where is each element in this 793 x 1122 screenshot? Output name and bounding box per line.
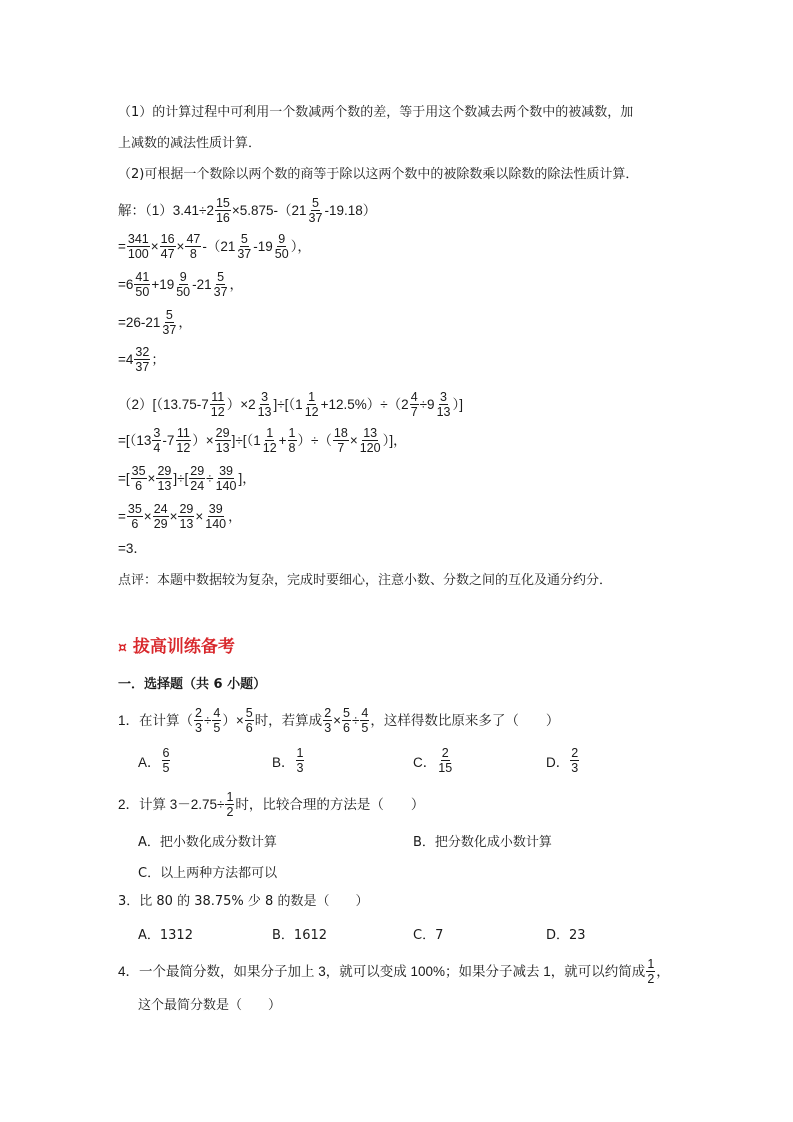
denominator: 5 [213,721,221,735]
denominator: 12 [304,405,319,419]
fraction [257,390,273,419]
solution-step-2 [118,270,243,299]
numerator: 29 [179,502,194,516]
fraction [288,426,297,455]
text: × [176,238,185,254]
text: × [143,508,152,524]
option-label: D． [546,754,570,770]
denominator: 7 [337,441,345,455]
text: ）×2 [226,396,256,412]
numerator: 2 [571,746,579,760]
text: ×5.875-（21 [231,202,307,218]
solution-result: =3． [118,541,147,556]
fraction [296,746,305,775]
question-2-option-b[interactable]: B．把分数化成小数计算 [413,835,552,850]
denominator: 47 [160,247,175,261]
fraction [215,426,231,455]
denominator: 3 [324,721,332,735]
denominator: 140 [215,479,237,493]
denominator: 50 [135,285,150,299]
fraction [274,232,290,261]
text: -19.18） [324,202,377,218]
text: ）， [290,238,311,254]
text: -19 [253,238,273,254]
comment-text: 点评：本题中数据较为复杂，完成时要细心，注意小数、分数之间的互化及通分约分． [118,573,613,588]
numerator: 11 [176,426,190,440]
text: 解：（1）3.41÷2 [118,202,214,218]
section-marker-icon: ¤ [118,640,127,656]
denominator: 6 [135,479,143,493]
numerator: 341 [127,232,149,246]
denominator: 3 [571,761,579,775]
numerator: 5 [217,270,225,284]
question-3-option-c[interactable]: C．7 [413,928,444,943]
text: = [118,508,126,524]
text: × [147,470,156,486]
fraction [245,706,254,735]
denominator: 2 [647,972,655,986]
numerator: 16 [160,232,175,246]
question-2-option-c[interactable]: C．以上两种方法都可以 [138,866,278,881]
numerator: 11 [211,390,225,404]
question-4-stem-line-2: 这个最简分数是（ ） [138,998,282,1013]
numerator: 3 [440,390,447,404]
numerator: 2 [324,706,332,720]
numerator: 9 [179,270,187,284]
denominator: 12 [176,441,191,455]
solution-part2-step-2 [118,464,256,493]
fraction [304,390,320,419]
denominator: 6 [131,517,139,531]
denominator: 50 [176,285,191,299]
denominator: 37 [135,360,150,374]
question-2-stem [118,790,424,819]
question-3-option-a[interactable]: A．1312 [138,928,193,943]
fraction [156,464,172,493]
fraction [333,426,349,455]
denominator: 7 [410,405,418,419]
numerator: 2 [195,706,202,720]
denominator: 13 [436,405,451,419]
solution-part2-step-1 [118,426,407,455]
denominator: 12 [210,405,225,419]
denominator: 37 [162,323,177,337]
text: =[ [118,470,130,486]
text: =26-21 [118,314,161,330]
solution-part1-expression [118,196,376,225]
denominator: 37 [237,247,252,261]
text: ， [229,276,244,292]
denominator: 100 [127,247,149,261]
fraction [646,957,655,986]
text: ）÷（ [297,432,332,448]
text: 时，比较合理的方法是（ ） [235,796,425,812]
text: ， [228,508,242,524]
denominator: 6 [343,721,350,735]
text: 时，若算成 [254,712,323,728]
denominator: 6 [245,721,253,735]
section-title: 拔高训练备考 [132,637,235,657]
numerator: 1 [647,957,655,971]
numerator: 4 [213,706,221,720]
text: × [150,238,159,254]
option-label: C． [413,754,437,770]
text: + [278,432,287,448]
denominator: 4 [153,441,161,455]
denominator: 12 [262,441,277,455]
choice-heading: 一．选择题（共 6 小题） [118,677,267,692]
fraction [213,270,229,299]
numerator: 1 [288,426,296,440]
fraction [175,270,191,299]
text: ）] [452,396,463,412]
fraction [175,426,191,455]
denominator: 16 [215,211,230,225]
denominator: 13 [179,517,194,531]
text: -7 [162,432,175,448]
fraction [134,345,150,374]
fraction [189,464,205,493]
text: × [169,508,178,524]
text: × [195,508,204,524]
text: ]， [238,470,256,486]
numerator: 3 [261,390,269,404]
question-3-option-b[interactable]: B．1612 [272,928,328,943]
fraction [162,746,171,775]
fraction [570,746,579,775]
question-1-option-b[interactable] [272,746,305,775]
numerator: 29 [215,426,230,440]
numerator: 39 [208,502,223,516]
question-1-option-c[interactable] [413,746,454,775]
section-heading [118,636,235,660]
numerator: 39 [219,464,233,478]
denominator: 5 [162,761,170,775]
text: 1．在计算（ [118,712,194,728]
denominator: 5 [361,721,369,735]
denominator: 140 [205,517,227,531]
text: ]÷[（1 [231,432,261,448]
explanation-line-1: （1）的计算过程中可利用一个数减两个数的差，等于用这个数减去两个数中的被减数，加 [118,105,634,120]
text: =6 [118,276,134,292]
denominator: 50 [274,247,289,261]
fraction [131,464,147,493]
text: ，这样得数比原来多了（ ） [370,712,560,728]
fraction [236,232,252,261]
fraction [161,308,177,337]
fraction [225,790,234,819]
denominator: 24 [190,479,205,493]
numerator: 5 [240,232,248,246]
fraction [410,390,419,419]
fraction [212,706,221,735]
fraction [127,502,143,531]
option-label: A． [138,754,161,770]
fraction [210,390,226,419]
text: ÷ [203,712,212,728]
question-4-stem [118,957,670,986]
explanation-line-2: 上减数的减法性质计算． [118,136,262,151]
solution-part2-expression [118,390,463,419]
numerator: 5 [165,308,173,322]
text: ]÷[（1 [273,396,303,412]
fraction [194,706,203,735]
fraction [204,502,227,531]
text: × [333,712,342,728]
text: +19 [151,276,175,292]
numerator: 9 [278,232,286,246]
solution-step-1 [118,232,311,261]
numerator: 47 [186,232,201,246]
numerator: 1 [266,426,274,440]
fraction [160,232,176,261]
fraction [185,232,201,261]
question-1-stem [118,706,559,735]
solution-part2-step-3 [118,502,242,531]
numerator: 29 [157,464,172,478]
text: ÷ [206,470,214,486]
fraction [153,502,169,531]
question-3-option-d[interactable]: D．23 [546,928,586,943]
text: ， [656,963,670,979]
fraction [360,706,369,735]
fraction [215,196,231,225]
question-2-option-a[interactable]: A．把小数化成分数计算 [138,835,277,850]
text: ）× [222,712,244,728]
numerator: 1 [296,746,304,760]
numerator: 6 [162,746,170,760]
text: ， [178,314,192,330]
denominator: 37 [213,285,228,299]
numerator: 1 [226,790,234,804]
option-label: B． [272,754,295,770]
text: × [349,432,358,448]
text: = [118,238,126,254]
denominator: 8 [189,247,197,261]
numerator: 13 [363,426,378,440]
text: ）]， [382,432,407,448]
numerator: 5 [312,196,319,210]
text: =[（13 [118,432,152,448]
question-3-stem: 3．比 80 的 38.75% 少 8 的数是（ ） [118,894,369,909]
explanation-line-3: （2)可根据一个数除以两个数的商等于除以这两个数中的被除数乘以除数的除法性质计算． [118,167,639,182]
fraction [178,502,194,531]
fraction [359,426,382,455]
fraction [262,426,278,455]
text: -21 [192,276,212,292]
numerator: 24 [153,502,168,516]
question-1-option-a[interactable] [138,746,171,775]
numerator: 4 [361,706,369,720]
numerator: 41 [135,270,150,284]
fraction [134,270,150,299]
numerator: 2 [441,746,449,760]
numerator: 3 [153,426,161,440]
denominator: 2 [226,805,234,819]
numerator: 4 [410,390,418,404]
denominator: 3 [195,721,202,735]
solution-step-4 [118,345,165,374]
numerator: 5 [245,706,253,720]
denominator: 15 [438,761,453,775]
text: 4．一个最简分数，如果分子加上 3，就可以变成 100%；如果分子减去 1，就可以约简成 [118,963,646,979]
numerator: 5 [343,706,350,720]
text: ； [151,351,165,367]
text: （2）[（13.75-7 [118,396,209,412]
numerator: 32 [135,345,150,359]
denominator: 13 [157,479,172,493]
fraction [342,706,351,735]
fraction [127,232,150,261]
numerator: 1 [308,390,316,404]
denominator: 13 [257,405,272,419]
fraction [152,426,161,455]
question-1-option-d[interactable] [546,746,580,775]
text: ]÷[ [173,470,189,486]
denominator: 8 [288,441,296,455]
text: ÷9 [419,396,435,412]
numerator: 15 [215,196,230,210]
fraction [308,196,324,225]
text: 2．计算 3－2.75÷ [118,796,225,812]
text: =4 [118,351,134,367]
denominator: 13 [215,441,230,455]
numerator: 35 [131,464,146,478]
fraction [436,390,452,419]
fraction [323,706,332,735]
denominator: 3 [296,761,304,775]
fraction [215,464,238,493]
denominator: 37 [308,211,323,225]
text: ）× [192,432,214,448]
numerator: 29 [190,464,205,478]
text: +12.5%）÷（2 [320,396,409,412]
text: ÷ [351,712,360,728]
numerator: 18 [333,426,348,440]
solution-step-3 [118,308,192,337]
text: -（21 [202,238,236,254]
numerator: 35 [127,502,142,516]
fraction [437,746,453,775]
denominator: 120 [359,441,381,455]
denominator: 29 [153,517,168,531]
